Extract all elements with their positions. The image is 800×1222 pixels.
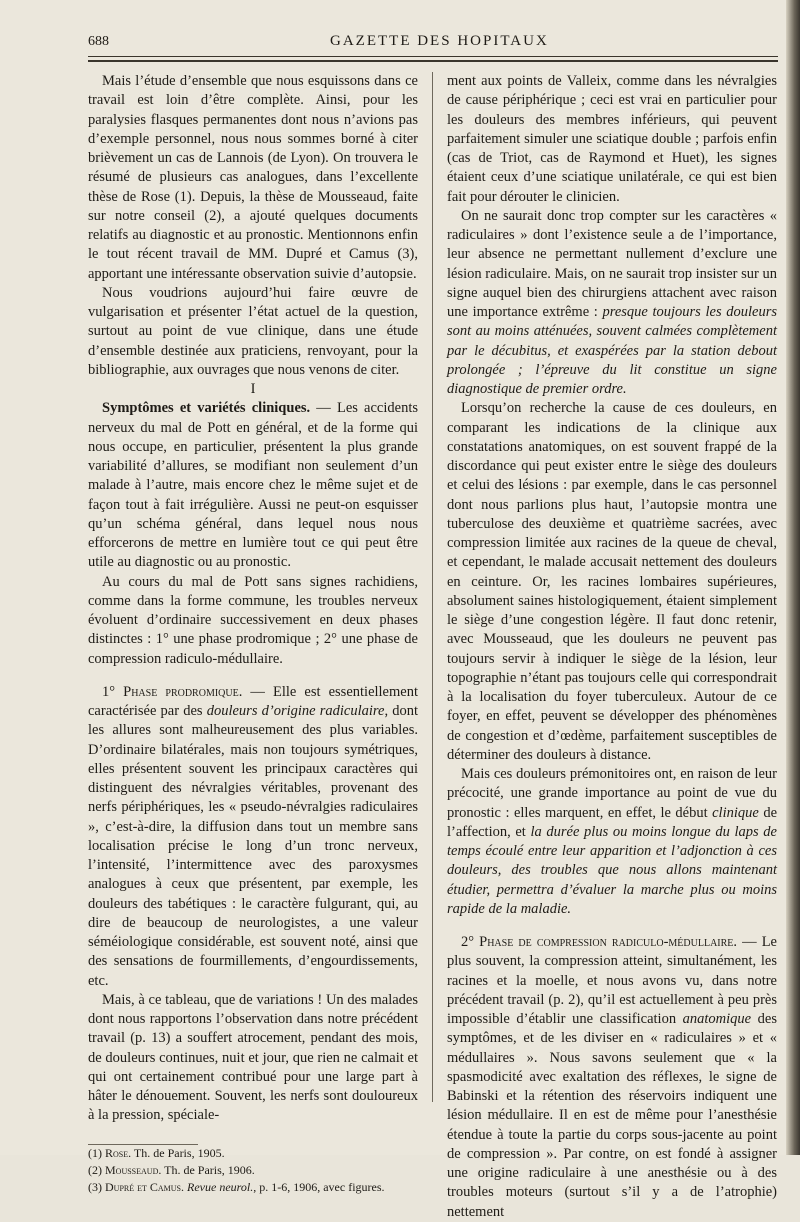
running-header: GAZETTE DES HOPITAUX [330,33,549,49]
footnote [88,1145,418,1162]
header-rule-thin [88,56,778,57]
emphasis: clinique [712,804,759,821]
book-spine-edge [786,0,800,1155]
footnote-number: (3) [88,1179,102,1194]
footnote [88,1179,418,1196]
footnote-author: Mousseaud [105,1162,159,1177]
paragraph: Mais, à ce tableau, que de variations ! Un des malades dont nous rapportons l’observation dans notre précédent travail (p. 13) a souffert atrocement, pendant des mois, de douleurs continues, nuit et jour, que rien ne calmait et qui ont certainement contribué pour une large part à hâter le dénouement. Souvent, les nerfs sont douloureux à la pression, spéciale- [88,991,418,1124]
section-number: I [250,381,256,397]
section-heading: Symptômes et variétés cliniques. [102,400,311,417]
footnote [88,1162,418,1179]
emphasis: douleurs d’origine radiculaire [206,703,385,719]
footnote-number: (2) [88,1162,102,1177]
footnote-text: . [181,1179,188,1194]
paragraph-text: — Le plus souvent, la compression atteint, simultanément, les racines et la moelle, et nous avons vu, dans notre précédent travail (p. 2), qu’il est actuellement à peu près impossible d’établir une classification [447,934,777,1027]
right-column [447,72,777,1222]
footnote-number: (1) [88,1145,102,1160]
paragraph-text: , dont les allures sont malheureusement des plus variables. D’ordinaire bilatérales, mais non toujours symétriques, elles présentent souvent les principaux caractères qui distinguent des névralgies véritables, provenant des nerfs périphériques, les « pseudo-névralgies radiculaires », c’est-à-dire, la diffusion dans tout un membre sans localisation précise le long d’un tronc nerveux, l’intensité, l’intermittence avec des paroxysmes analogues à ceux que présentent, par exemple, les douleurs des tabétiques : le caractère fulgurant, qui, au dire de beaucoup de neurologistes, a une valeur séméiologique considérable, est souvent noté, ainsi que des sensations de fourmillements, d’engourdissements, etc. [88,703,419,989]
header-rule-thick [88,60,778,62]
paragraph [447,765,777,919]
paragraph [88,683,418,991]
paragraph-text: — Les accidents nerveux du mal de Pott en général, et de la forme qui nous occupe, en particulier, présentent la plus grande variabilité d’allures, se modifiant non seulement d’un malade à l’autre, mais encore chez le même sujet et de façon tout à fait irrégulière. Aussi ne peut-on esquisser qu’un schéma général, dans lequel nous nous efforcerons de mettre en lumière tout ce qui peut être utile au diagnostic ou au pronostic. [88,400,418,571]
paragraph-text: On ne saurait donc trop compter sur les caractères « radiculaires » dont l’existence seule a de l’importance, leur absence ne permettant nullement d’exclure une lésion radiculaire. Mais, on ne saurait trop insister sur un signe auquel bien des chirurgiens attachent avec raison une importance extrême : [447,207,777,320]
paragraph: Mais l’étude d’ensemble que nous esquissons dans ce travail est loin d’être complète. Ainsi, pour les paralysies flasques permanentes dont nous n’avions pas d’exemple personnel, nous nous sommes borné à citer brièvement un cas de Lannois (de Lyon). On trouvera le résumé de plusieurs cas analogues, dans l’excellente thèse de Rose (1). Depuis, la thèse de Mousseaud, faite sur notre conseil (2), a ajouté quelques documents relatifs au diagnostic et au pronostic. Mentionnons enfin le tout récent travail de MM. Dupré et Camus (3), apportant une intéressante observation suivie d’autopsie. [88,73,418,282]
subsection-heading: 1° Phase prodromique. [102,683,243,700]
footnote-text: , p. 1-6, 1906, avec figures. [253,1179,385,1194]
emphasis: presque toujours les douleurs sont au moins atténuées, souvent calmées complètement par le décubitus, et exaspérées par la station debout prolongée ; l’épreuve du lit constitue un signe diagnostique de premier ordre. [447,304,777,397]
paragraph: Lorsqu’on recherche la cause de ces douleurs, en comparant les indications de la clinique aux constatations anatomiques, on est souvent frappé de la discordance qui peut exister entre le siège des douleurs et celui des lésions : par exemple, dans le cas personnel dont nous parlions plus haut, l’autopsie montra une tuberculose des deuxième et quatrième sacrées, avec compression limitée aux racines de la queue de cheval, et cependant, le malade accusait nettement des douleurs en ceinture. Or, les racines lombaires supérieures, absolument saines histologiquement, étaient simplement le siège d’une congestion légère. Il faut donc retenir, avec Mousseaud, que les douleurs ne peuvent pas toujours servir à indiquer le siège de la lésion, leur topographie n’étant pas toujours celle qui correspondrait à la localisation du foyer tuberculeux. Autour de ce foyer, en effet, peuvent se développer des phénomènes de congestion et d’œdème, parfaitement susceptibles de déterminer des douleurs à distance. [447,400,777,763]
footnote-text: . Th. de Paris, 1906. [158,1162,255,1177]
paragraph: Nous voudrions aujourd’hui faire œuvre de vulgarisation et présenter l’état actuel de la question, surtout au point de vue clinique, dans une étude d’ensemble destinée aux praticiens, renvoyant, pour la bibliographie, aux ouvrages que nous venons de citer. [88,284,418,378]
paragraph [88,399,418,572]
paragraph: Au cours du mal de Pott sans signes rachidiens, comme dans la forme commune, les troubles nerveux évoluent d’ordinaire successivement en deux phases distinctes : 1° une phase prodromique ; 2° une phase de compression radiculo-médullaire. [88,573,418,667]
paragraph [447,207,777,400]
footnote-author: Dupré et Camus [105,1179,182,1194]
paragraph-text: des symptômes, et de les diviser en « radiculaires » et « médullaires ». Nous savons seulement que « la spasmodicité avec exaltation des réflexes, le signe de Babinski et la rétention des réservoirs indiquent une lésion médullaire. Il en est de même pour l’anesthésie étendue à toute la partie du corps sous-jacente au point de compression ». Par contre, on est fondé à assigner une origine radiculaire à une anesthésie ou à des troubles moteurs (surtout s’il y a de l’atrophie) nettement [447,1011,777,1220]
emphasis: anatomique [682,1011,752,1027]
footnote-author: Rose [105,1145,129,1160]
subsection-heading: 2° Phase de compression radiculo-médullaire. [461,934,738,950]
paragraph-text: Mais ces douleurs prémonitoires ont, en raison de leur précocité, une grande importance au point de vue du pronostic : elles marquent, en effet, le début [447,766,777,821]
footnote-journal: Revue neurol. [187,1179,254,1194]
column-divider [432,72,433,1102]
paragraph: ment aux points de Valleix, comme dans les névralgies de cause périphérique ; ceci est vrai en particulier pour les douleurs des membres inférieurs, qui peuvent parfaitement simuler une sciatique double ; parfois enfin (cas de Triot, cas de Raymond et Huet), les signes étaient ceux d’une sciatique unilatérale, ce qui est bien fait pour dérouter le clinicien. [447,73,777,205]
emphasis: la durée plus ou moins longue du laps de temps écoulé entre leur apparition et l’adjonction à ces douleurs, des troubles que nous allons maintenant étudier, permettra d’évaluer la marche plus ou moins rapide de la maladie. [447,823,777,917]
page-number: 688 [88,34,109,49]
footnote-text: . Th. de Paris, 1905. [128,1145,225,1160]
paragraph-text: — Elle est essentiellement caractérisée par des [88,683,418,719]
paragraph [447,933,777,1222]
left-column [88,72,418,1196]
paragraph-text: de l’affection, et [447,804,777,840]
